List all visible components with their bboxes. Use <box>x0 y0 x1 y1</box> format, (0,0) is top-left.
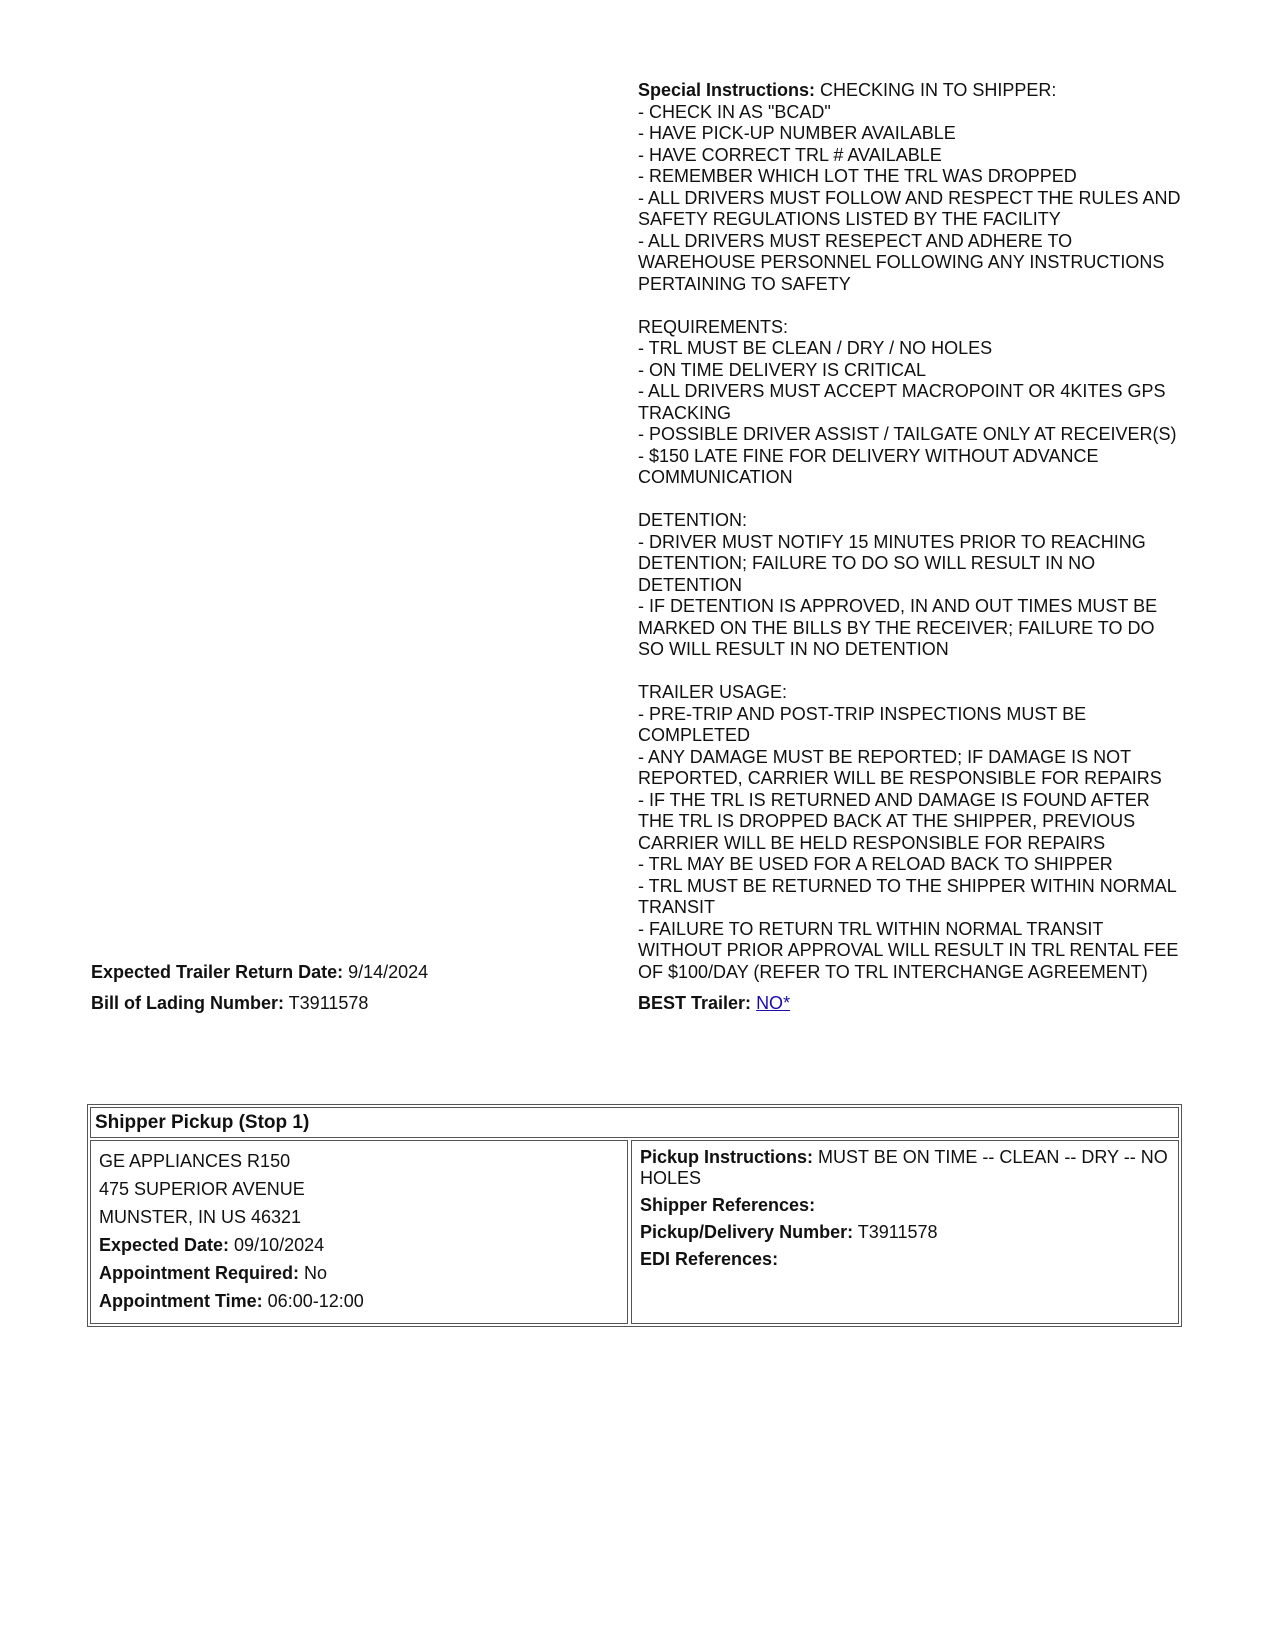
shipper-references <box>640 1195 1170 1216</box>
special-instructions-text: CHECKING IN TO SHIPPER: - CHECK IN AS "BCAD" - HAVE PICK-UP NUMBER AVAILABLE - HAVE CORRECT TRL # AVAILABLE - REMEMBER WHICH LOT THE TRL WAS DROPPED - ALL DRIVERS MUST FOLLOW AND RESPECT THE RULES AND SAFETY REGULATIONS LISTED BY THE FACILITY - ALL DRIVERS MUST RESEPECT AND ADHERE TO WAREHOUSE PERSONNEL FOLLOWING ANY INSTRUCTIONS PERTAINING TO SAFETY REQUIREMENTS: - TRL MUST BE CLEAN / DRY / NO HOLES - ON TIME DELIVERY IS CRITICAL - ALL DRIVERS MUST ACCEPT MACROPOINT OR 4KITES GPS TRACKING - POSSIBLE DRIVER ASSIST / TAILGATE ONLY AT RECEIVER(S) - $150 LATE FINE FOR DELIVERY WITHOUT ADVANCE COMMUNICATION DETENTION: - DRIVER MUST NOTIFY 15 MINUTES PRIOR TO REACHING DETENTION; FAILURE TO DO SO WILL RESULT IN NO DETENTION - IF DETENTION IS APPROVED, IN AND OUT TIMES MUST BE MARKED ON THE BILLS BY THE RECEIVER; FAILURE TO DO SO WILL RESULT IN NO DETENTION TRAILER USAGE: - PRE-TRIP AND POST-TRIP INSPECTIONS MUST BE COMPLETED - ANY DAMAGE MUST BE REPORTED; IF DAMAGE IS NOT REPORTED, CARRIER WILL BE RESPONSIBLE FOR REPAIRS - IF THE TRL IS RETURNED AND DAMAGE IS FOUND AFTER THE TRL IS DROPPED BACK AT THE SHIPPER, PREVIOUS CARRIER WILL BE HELD RESPONSIBLE FOR REPAIRS - TRL MAY BE USED FOR A RELOAD BACK TO SHIPPER - TRL MUST BE RETURNED TO THE SHIPPER WITHIN NORMAL TRANSIT - FAILURE TO RETURN TRL WITHIN NORMAL TRANSIT WITHOUT PRIOR APPROVAL WILL RESULT IN TRL RENTAL FEE OF $100/DAY (REFER TO TRL INTERCHANGE AGREEMENT) <box>638 80 1181 982</box>
special-instructions <box>638 80 1181 983</box>
bill-of-lading-value: T3911578 <box>284 993 369 1013</box>
shipper-pickup-table <box>87 1104 1182 1327</box>
instructions-row <box>91 80 1181 983</box>
appointment-required-value: No <box>299 1263 328 1283</box>
best-trailer <box>638 993 1181 1015</box>
best-trailer-label: BEST Trailer: <box>638 993 752 1013</box>
shipper-address-cell <box>90 1140 628 1324</box>
expected-date <box>99 1231 619 1259</box>
edi-references-label: EDI References: <box>640 1249 779 1269</box>
expected-trailer-return <box>91 962 428 984</box>
load-details <box>91 80 1181 1015</box>
appointment-required <box>99 1259 619 1287</box>
expected-date-value: 09/10/2024 <box>229 1235 325 1255</box>
appointment-time <box>99 1287 619 1315</box>
expected-trailer-return-value: 9/14/2024 <box>343 961 429 982</box>
best-trailer-link[interactable]: NO* <box>756 993 791 1013</box>
special-instructions-label: Special Instructions: <box>638 80 816 100</box>
pickup-instructions-value: MUST BE ON TIME -- CLEAN -- DRY -- NO HOLES <box>640 1147 1168 1188</box>
expected-date-label: Expected Date: <box>99 1235 230 1255</box>
bill-of-lading <box>91 993 638 1015</box>
pickup-delivery-number <box>640 1222 1170 1243</box>
shipper-name: GE APPLIANCES R150 <box>99 1151 291 1171</box>
pickup-details-cell <box>631 1140 1179 1324</box>
appointment-required-label: Appointment Required: <box>99 1263 299 1283</box>
pickup-instructions <box>640 1147 1170 1189</box>
pickup-delivery-label: Pickup/Delivery Number: <box>640 1222 854 1242</box>
stop-body <box>90 1140 1179 1324</box>
shipper-address-line2: MUNSTER, IN US 46321 <box>99 1207 302 1227</box>
bill-of-lading-label: Bill of Lading Number: <box>91 993 284 1013</box>
expected-trailer-return-label: Expected Trailer Return Date: <box>91 961 344 982</box>
appointment-time-label: Appointment Time: <box>99 1291 263 1311</box>
edi-references <box>640 1249 1170 1270</box>
left-column <box>91 80 638 983</box>
appointment-time-value: 06:00-12:00 <box>262 1291 364 1311</box>
stop-header: Shipper Pickup (Stop 1) <box>90 1107 1179 1138</box>
bol-row <box>91 993 1181 1015</box>
pickup-delivery-value: T3911578 <box>853 1222 938 1242</box>
shipper-address-line1: 475 SUPERIOR AVENUE <box>99 1179 305 1199</box>
pickup-instructions-label: Pickup Instructions: <box>640 1147 814 1167</box>
shipper-references-label: Shipper References: <box>640 1195 816 1215</box>
